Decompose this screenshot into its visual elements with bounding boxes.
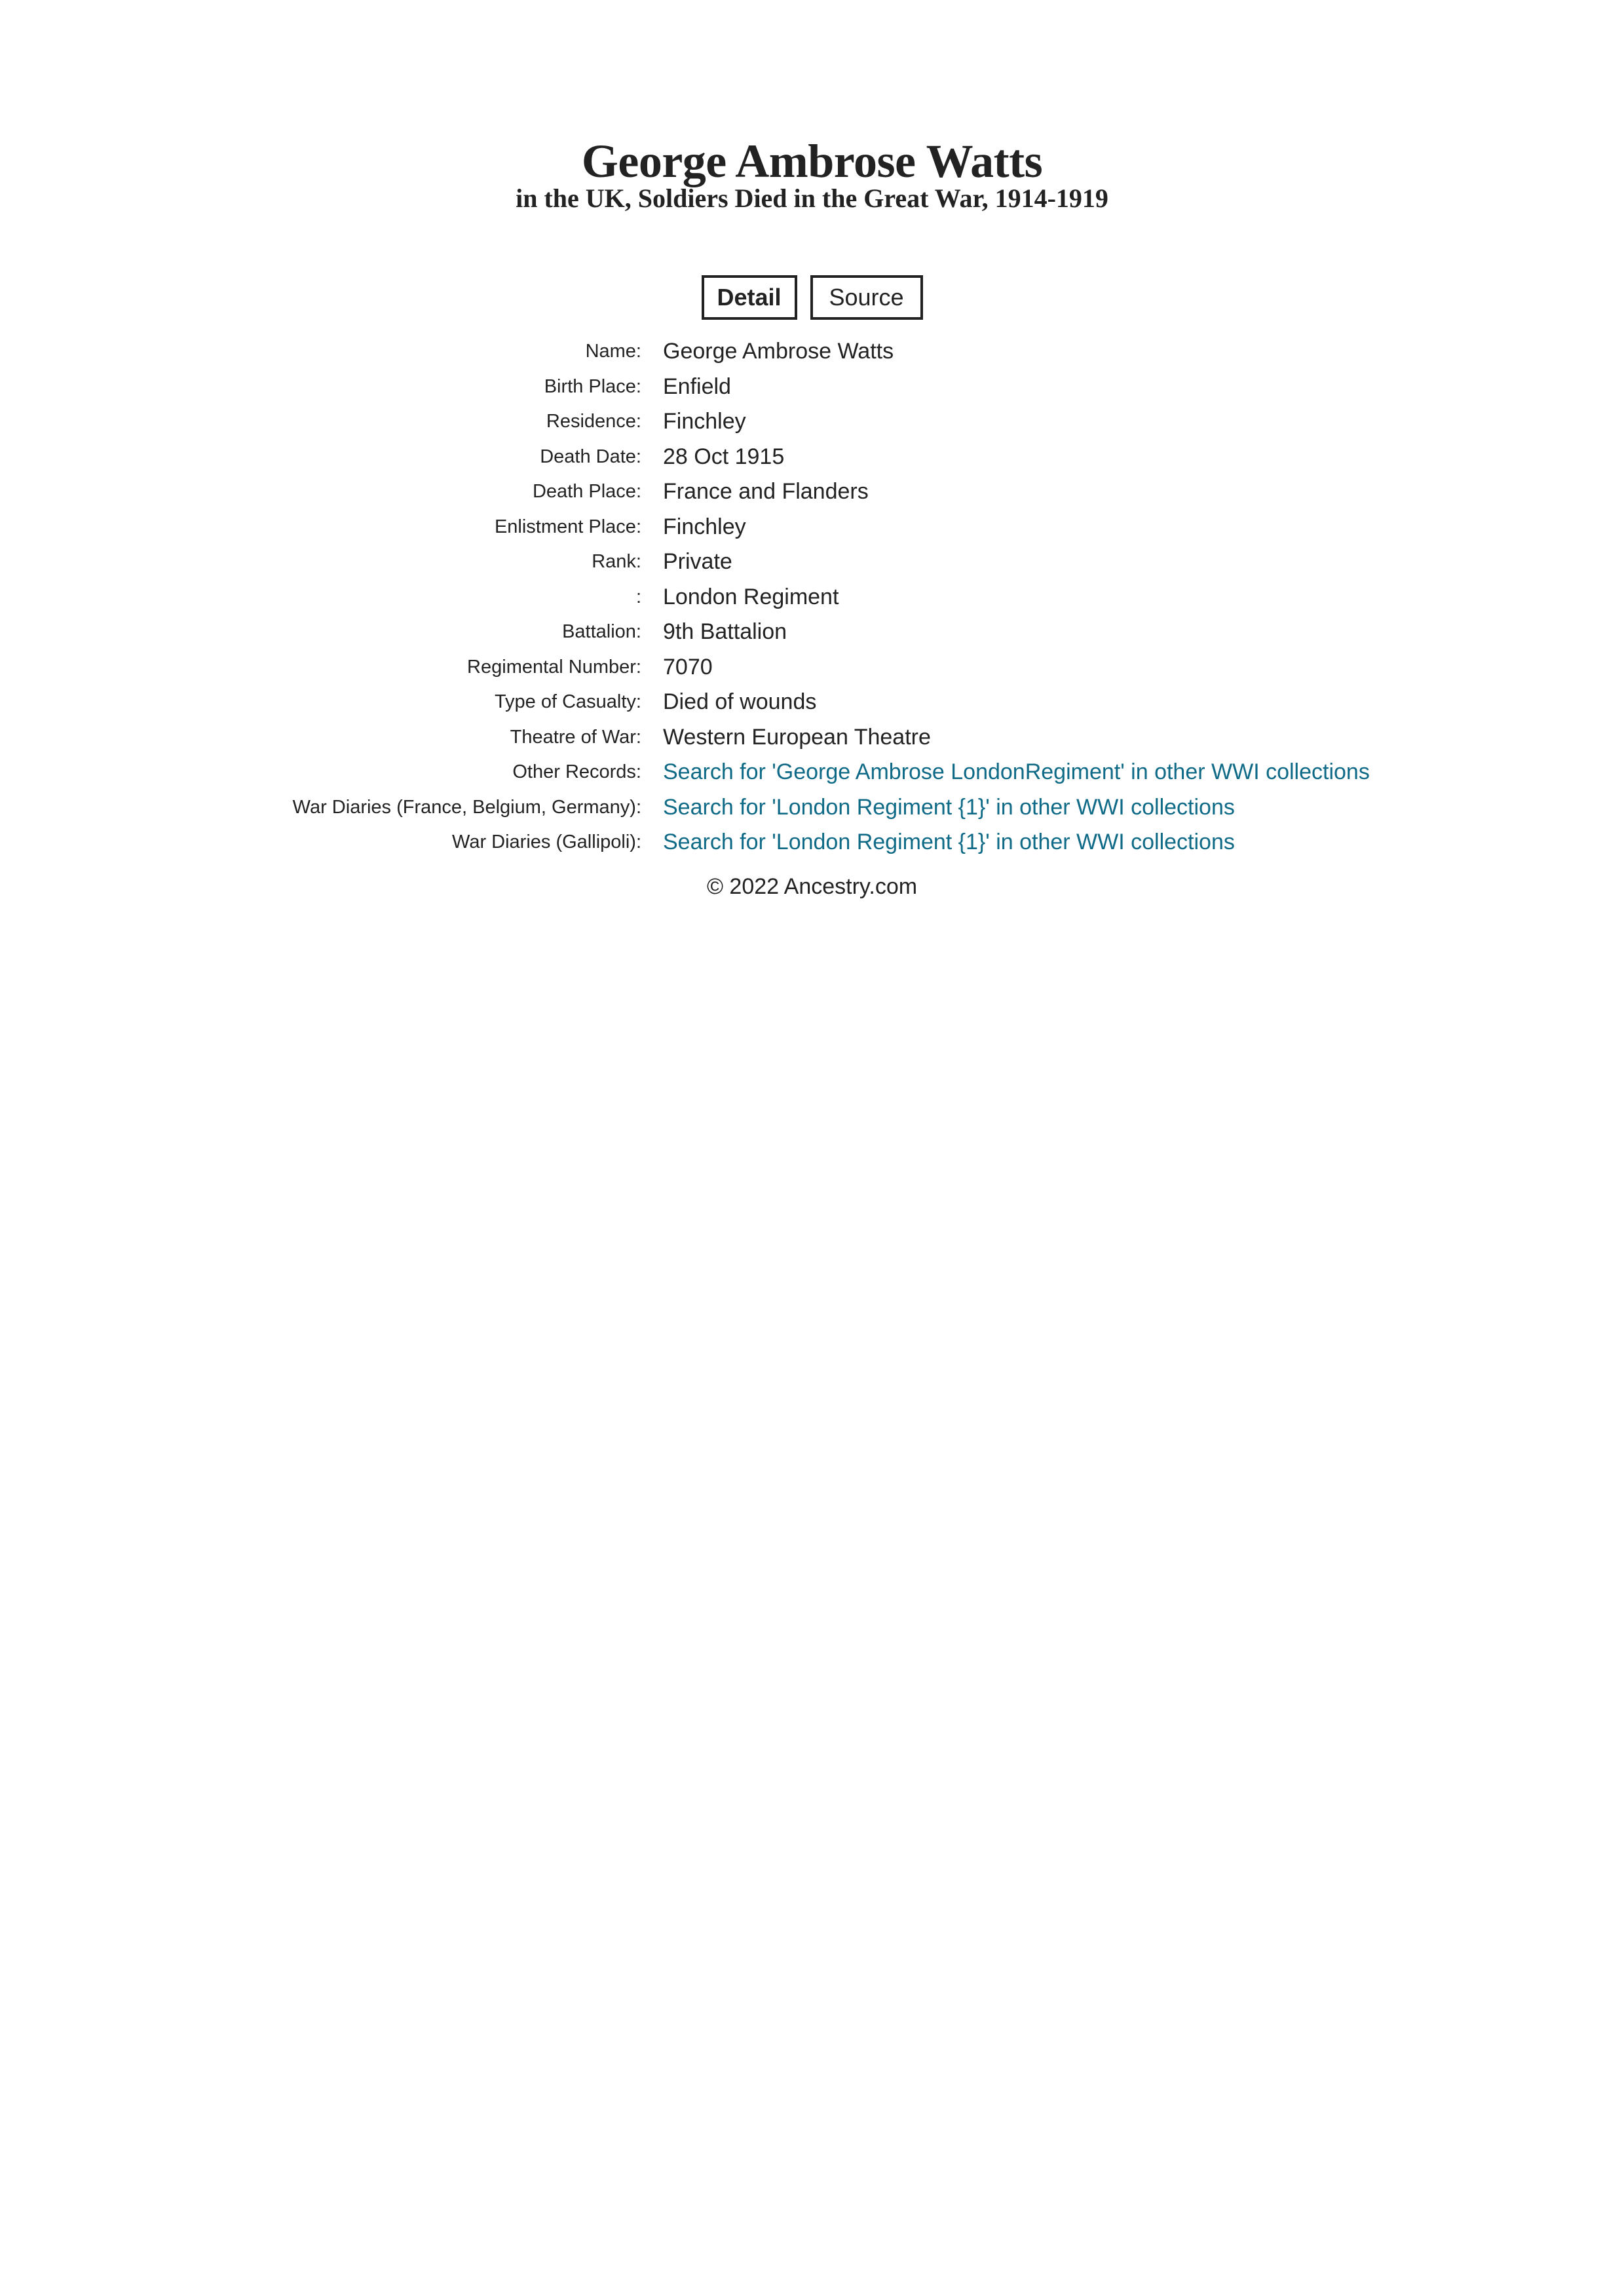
collection-subtitle: in the UK, Soldiers Died in the Great War, 1914-1919: [516, 183, 1108, 213]
field-value: Finchley: [663, 409, 746, 434]
page-title: George Ambrose Watts: [581, 135, 1043, 187]
record-row-regimental-number: [0, 650, 1624, 685]
field-value: London Regiment: [663, 584, 839, 609]
field-value: Died of wounds: [663, 689, 817, 714]
tab-detail[interactable]: Detail: [702, 275, 797, 320]
copyright-footer: © 2022 Ancestry.com: [706, 874, 918, 899]
record-row-regiment: [0, 580, 1624, 615]
field-value: Enfield: [663, 373, 731, 399]
field-value: France and Flanders: [663, 479, 869, 504]
field-label: Birth Place:: [544, 375, 641, 397]
field-value: Finchley: [663, 514, 746, 539]
record-row-death-date: [0, 440, 1624, 475]
record-row-residence: [0, 404, 1624, 440]
view-tabs: [0, 275, 1624, 320]
field-label: Rank:: [592, 551, 641, 572]
other-records-search-link[interactable]: Search for 'George Ambrose LondonRegiment' in other WWI collections: [663, 759, 1370, 784]
record-row-other-records: [0, 755, 1624, 790]
field-label: Residence:: [546, 411, 641, 432]
field-value: George Ambrose Watts: [663, 339, 894, 364]
field-label: Type of Casualty:: [494, 691, 641, 712]
field-label: Name:: [585, 341, 641, 362]
record-row-type-of-casualty: [0, 685, 1624, 720]
field-value: 28 Oct 1915: [663, 444, 785, 469]
field-label: Battalion:: [562, 621, 641, 642]
tab-source[interactable]: Source: [810, 275, 923, 320]
record-row-birth-place: [0, 370, 1624, 405]
record-row-name: [0, 334, 1624, 370]
field-label: Regimental Number:: [467, 656, 641, 678]
field-label: War Diaries (Gallipoli):: [452, 832, 641, 852]
war-diaries-france-search-link[interactable]: Search for 'London Regiment {1}' in other WWI collections: [663, 794, 1235, 820]
field-value: 9th Battalion: [663, 619, 787, 644]
record-row-rank: [0, 545, 1624, 580]
record-row-war-diaries-gallipoli: [0, 825, 1624, 860]
field-value: Western European Theatre: [663, 724, 931, 750]
record-row-theatre-of-war: [0, 720, 1624, 756]
record-row-battalion: [0, 615, 1624, 650]
field-label: Other Records:: [512, 761, 641, 782]
field-label: Enlistment Place:: [494, 516, 641, 537]
field-label: Theatre of War:: [510, 726, 641, 748]
field-value: Private: [663, 549, 732, 574]
field-label: :: [635, 586, 641, 607]
record-details: [0, 334, 1624, 860]
field-value: 7070: [663, 654, 713, 679]
war-diaries-gallipoli-search-link[interactable]: Search for 'London Regiment {1}' in other WWI collections: [663, 830, 1235, 854]
record-row-enlistment-place: [0, 510, 1624, 545]
field-label: War Diaries (France, Belgium, Germany):: [292, 796, 641, 818]
field-label: Death Date:: [540, 446, 641, 467]
record-row-death-place: [0, 474, 1624, 510]
field-label: Death Place:: [532, 481, 641, 502]
record-row-war-diaries-france: [0, 790, 1624, 826]
